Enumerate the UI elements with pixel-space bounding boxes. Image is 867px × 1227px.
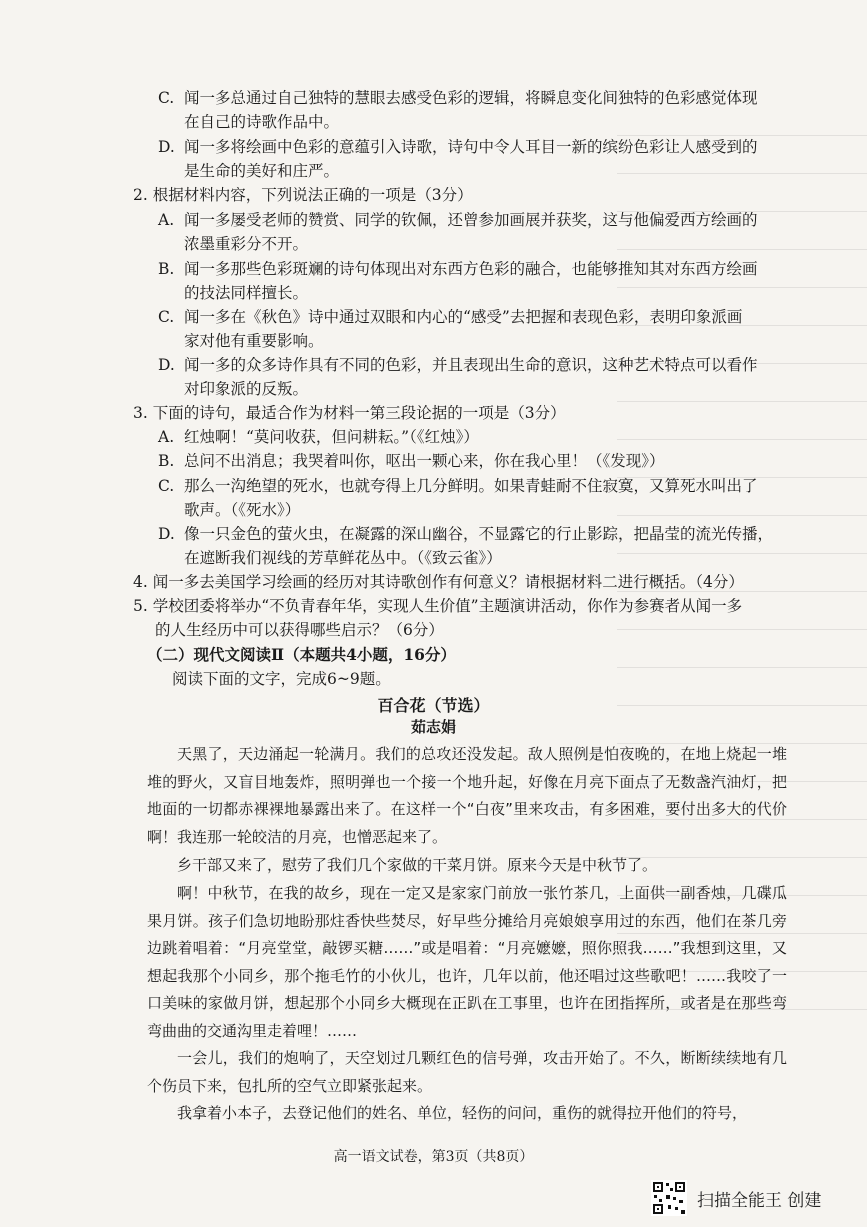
q3-option-d: D. 像一只金色的萤火虫，在凝露的深山幽谷，不显露它的行止影踪，把晶莹的流光传播， — [158, 525, 774, 543]
scanner-watermark — [651, 1180, 821, 1216]
q1-option-c-cont: 在自己的诗歌作品中。 — [184, 113, 340, 131]
q2-option-a: A. 闻一多屡受老师的赞赏、同学的钦佩，还曾参加画展并获奖，这与他偏爱西方绘画的 — [158, 211, 758, 229]
q2-option-a-cont: 浓墨重彩分不开。 — [184, 235, 309, 253]
q5-stem: 5. 学校团委将举办“不负青春年华，实现人生价值”主题演讲活动，你作为参赛者从闻一多 — [133, 597, 743, 615]
passage-paragraph: 一会儿，我们的炮响了，天空划过几颗红色的信号弹，攻击开始了。不久，断断续续地有几个伤员下来，包扎所的空气立即紧张起来。 — [147, 1049, 787, 1095]
passage-title: 百合花（节选） — [377, 696, 490, 715]
section-header: （二）现代文阅读Ⅱ（本题共4小题，16分） — [147, 645, 456, 664]
qr-code-icon — [651, 1180, 687, 1216]
q3-option-d-cont: 在遮断我们视线的芳草鲜花丛中。（《致云雀》） — [184, 549, 502, 567]
q2-option-d: D. 闻一多的众多诗作具有不同的色彩，并且表现出生命的意识，这种艺术特点可以看作 — [158, 356, 758, 374]
q1-option-d-cont: 是生命的美好和庄严。 — [184, 162, 340, 180]
page-footer: 高一语文试卷，第3页（共8页） — [333, 1149, 534, 1165]
q2-option-d-cont: 对印象派的反叛。 — [184, 380, 309, 398]
q4-stem: 4. 闻一多去美国学习绘画的经历对其诗歌创作有何意义？请根据材料二进行概括。（4分） — [133, 573, 744, 591]
passage-paragraph: 我拿着小本子，去登记他们的姓名、单位，轻伤的问问，重伤的就得拉开他们的符号， — [177, 1104, 748, 1122]
q3-option-c-cont: 歌声。（《死水》） — [184, 501, 301, 519]
q3-option-a: A. 红烛啊！“莫问收获，但问耕耘。”（《红烛》） — [158, 428, 479, 446]
q2-option-b-cont: 的技法同样擅长。 — [184, 284, 309, 302]
q3-stem: 3. 下面的诗句，最适合作为材料一第三段论据的一项是（3分） — [133, 404, 566, 422]
q1-option-d: D. 闻一多将绘画中色彩的意蕴引入诗歌，诗句中令人耳目一新的缤纷色彩让人感受到的 — [158, 138, 758, 156]
scanner-watermark-text: 扫描全能王 创建 — [697, 1190, 822, 1211]
q2-option-c: C. 闻一多在《秋色》诗中通过双眼和内心的“感受”去把握和表现色彩，表明印象派画 — [158, 308, 743, 326]
passage-paragraph: 乡干部又来了，慰劳了我们几个家做的干菜月饼。原来今天是中秋节了。 — [177, 856, 658, 874]
q1-option-c: C. 闻一多总通过自己独特的慧眼去感受色彩的逻辑，将瞬息变化间独特的色彩感觉体现 — [158, 89, 758, 107]
q3-option-c: C. 那么一沟绝望的死水，也就夸得上几分鲜明。如果青蛙耐不住寂寞，又算死水叫出了 — [158, 477, 758, 495]
q3-option-b: B. 总问不出消息；我哭着叫你，呕出一颗心来，你在我心里！（《发现》） — [158, 452, 665, 470]
q2-option-c-cont: 家对他有重要影响。 — [184, 332, 324, 350]
section-instruction: 阅读下面的文字，完成6~9题。 — [172, 670, 391, 688]
passage-paragraph: 啊！中秋节，在我的故乡，现在一定又是家家门前放一张竹茶几，上面供一副香烛，几碟瓜果月饼。孩子们急切地盼那炷香快些焚尽，好早些分摊给月亮娘娘享用过的东西，他们在茶几旁边跳着唱着：“月亮堂堂，敲锣买糖……”或是唱着：“月亮嬷嬷，照你照我……”我想到这里，又想起我那个小同乡，那个拖毛竹的小伙儿，也许，几年以前，他还唱过这些歌吧！……我咬了一口美味的家做月饼，想起那个小同乡大概现在正趴在工事里，也许在团指挥所，或者是在那些弯弯曲曲的交通沟里走着哩！…… — [147, 884, 787, 1040]
q5-stem-cont: 的人生经历中可以获得哪些启示？（6分） — [155, 621, 444, 639]
q2-stem: 2. 根据材料内容，下列说法正确的一项是（3分） — [133, 186, 473, 204]
passage-paragraph: 天黑了，天边涌起一轮满月。我们的总攻还没发起。敌人照例是怕夜晚的，在地上烧起一堆堆的野火，又盲目地轰炸，照明弹也一个接一个地升起，好像在月亮下面点了无数盏汽油灯，把地面的一切都赤裸裸地暴露出来了。在这样一个“白夜”里来攻击，有多困难，要付出多大的代价啊！我连那一轮皎洁的月亮，也憎恶起来了。 — [147, 745, 787, 846]
passage-author: 茹志娟 — [410, 718, 456, 736]
q2-option-b: B. 闻一多那些色彩斑斓的诗句体现出对东西方色彩的融合，也能够推知其对东西方绘画 — [158, 260, 758, 278]
